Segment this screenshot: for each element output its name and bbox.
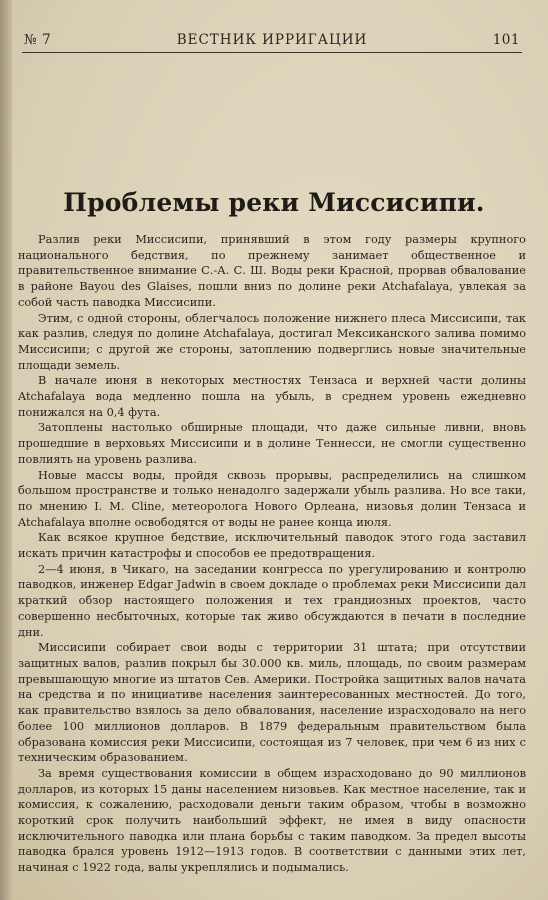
- paragraph: Как всякое крупное бедствие, исключительный паводок этого года заставил искать причин катастрофы и способов ее предотвращения.: [18, 531, 526, 561]
- article-body: [18, 232, 526, 876]
- paragraph: Миссисипи собирает свои воды с территории 31 штата; при отсутствии защитных валов, разлив покрыл бы 30.000 кв. миль, площадь, по своим размерам превышающую многие из штатов Сев. Америки. Постройка защитных валов начата на средства и по инициативе населения заинтересованных местностей. До того, как правительство взялось за дело обвалования, население израсходовало на него более 100 миллионов долларов. В 1879 федеральным правительством была образована комиссия реки Миссисипи, состоящая из 7 человек, при чем 6 из них с техническим образованием.: [18, 641, 526, 765]
- paragraph: Новые массы воды, пройдя сквозь прорывы, распределились на слишком большом пространстве и только ненадолго задержали убыль разлива. Но все таки, по мнению I. M. Cline, метеоролога Нового Орлеана, низовья долин Тензаса и Atchafalaya вполне освободятся от воды не ранее конца июля.: [18, 468, 526, 529]
- binding-edge: [0, 0, 12, 900]
- issue-number: № 7: [24, 32, 52, 48]
- paragraph: За время существования комиссии в общем израсходовано до 90 миллионов долларов, из которых 15 даны населением низовьев. Как местное население, так и комиссия, к сожалению, расходовали деньги таким образом, чтобы в возможно короткий срок получить наибольший эффект, не имея в виду опасности исключительного паводка или плана борьбы с таким паводком. За предел высоты паводка брался уровень 1912—1913 годов. В соответствии с данными этих лет, начиная с 1922 года, валы укреплялись и подымались.: [18, 766, 526, 875]
- paragraph: Затоплены настолько обширные площади, что даже сильные ливни, вновь прошедшие в верховьях Миссисипи и в долине Теннесси, не смогли существенно повлиять на уровень разлива.: [18, 421, 526, 466]
- journal-name: ВЕСТНИК ИРРИГАЦИИ: [176, 32, 368, 48]
- article-title: Проблемы реки Миссисипи.: [63, 188, 485, 217]
- running-header: [22, 30, 522, 52]
- page-number: 101: [492, 32, 520, 48]
- paragraph: В начале июня в некоторых местностях Тензаса и верхней части долины Atchafalaya вода медленно пошла на убыль, в среднем уровень ежедневно понижался на 0,4 фута.: [18, 374, 526, 419]
- paragraph: 2—4 июня, в Чикаго, на заседании конгресса по урегулированию и контролю паводков, инженер Edgar Jadwin в своем докладе о проблемах реки Миссисипи дал краткий обзор настоящего положения и тех грандиозных проектов, часто совершенно несбыточных, которые так живо обсуждаются в печати в последние дни.: [18, 562, 526, 639]
- paragraph: Разлив реки Миссисипи, принявший в этом году размеры крупного национального бедствия, по прежнему занимает общественное и правительственное внимание С.-А. С. Ш. Воды реки Красной, прорвав обвалование в районе Bayou des Glaises, пошли вниз по долине реки Atchafalaya, увлекая за собой часть паводка Миссисипи.: [18, 233, 526, 309]
- header-rule: [22, 52, 522, 53]
- paragraph: Этим, с одной стороны, облегчалось положение нижнего плеса Миссисипи, так как разлив, следуя по долине Atchafalaya, достигал Мексиканского залива помимо Миссисипи; с другой же стороны, затоплению подверглись новые значительные площади земель.: [18, 311, 526, 372]
